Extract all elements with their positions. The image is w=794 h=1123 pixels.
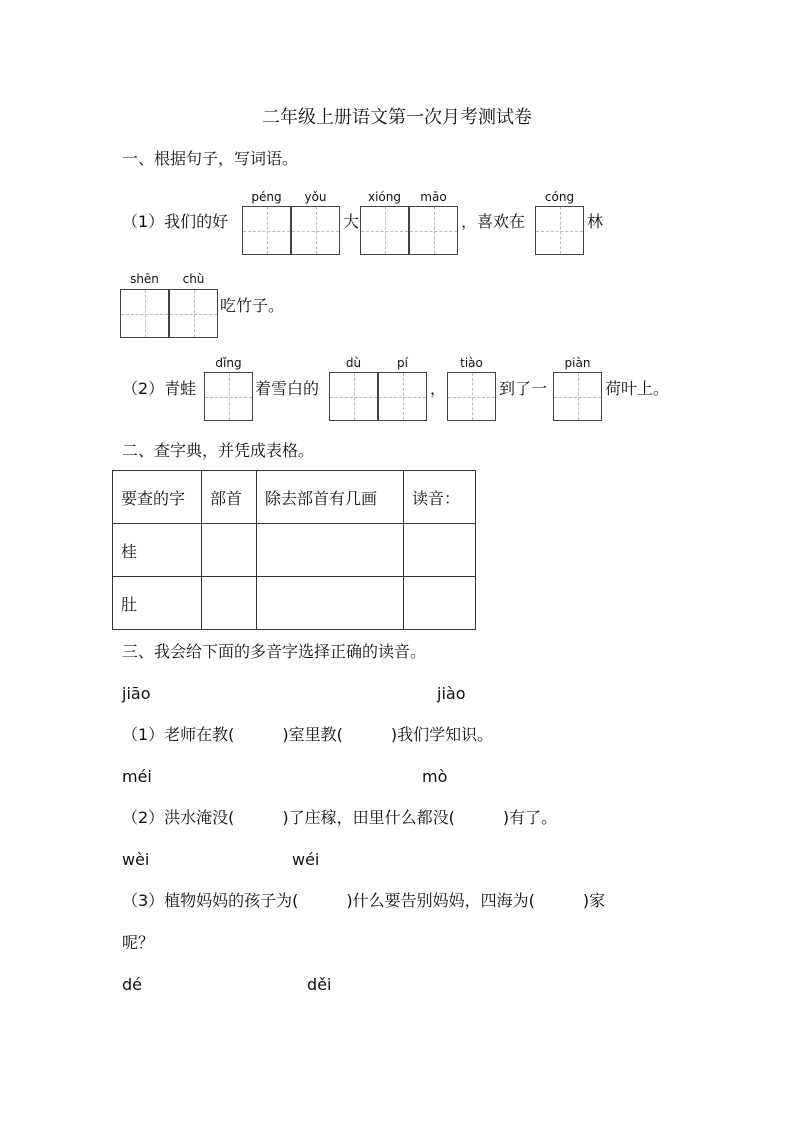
q2-text-b: 着雪白的 <box>255 379 320 398</box>
table-header-row <box>113 471 476 524</box>
q1-text-b: 大 <box>343 212 360 231</box>
table-row <box>113 524 476 577</box>
answer-box[interactable] <box>120 289 169 338</box>
answer-box[interactable] <box>553 372 602 421</box>
lookup-table <box>112 470 476 630</box>
q2-text-c: ， <box>430 379 447 398</box>
pinyin-xiong: xióng <box>368 190 401 204</box>
table-header-cell: 要查的字 <box>113 471 202 524</box>
answer-box[interactable] <box>360 206 409 255</box>
pinyin-peng: péng <box>251 190 282 204</box>
q3-1-pinyin-a: jiāo <box>122 684 151 703</box>
q3-3-pinyin-a: wèi <box>122 850 150 869</box>
q3-2-pinyin-a: méi <box>122 767 152 786</box>
table-header-cell: 除去部首有几画 <box>257 471 404 524</box>
table-cell-input[interactable] <box>257 577 404 630</box>
table-cell-input[interactable] <box>202 524 257 577</box>
answer-box[interactable] <box>329 372 378 421</box>
answer-box[interactable] <box>204 372 253 421</box>
answer-box[interactable] <box>169 289 218 338</box>
q2-text-d: 到了一 <box>499 379 548 398</box>
q1-text-c: ，喜欢在 <box>461 212 526 231</box>
table-header-cell: 读音： <box>404 471 476 524</box>
q1-text-a: （1）我们的好 <box>122 212 229 231</box>
pinyin-pi: pí <box>397 356 408 370</box>
table-row <box>113 577 476 630</box>
q1-text-e: 吃竹子。 <box>220 296 285 315</box>
answer-box[interactable] <box>378 372 427 421</box>
q3-2-pinyin-b: mò <box>422 767 448 786</box>
q3-1-text: （1）老师在教( )室里教( )我们学知识。 <box>122 725 494 744</box>
pinyin-tiao: tiào <box>460 356 483 370</box>
q2-text-a: （2）青蛙 <box>122 379 197 398</box>
table-cell-char: 肚 <box>113 577 202 630</box>
section2-heading: 二、查字典，并凭成表格。 <box>122 441 315 460</box>
q3-4-pinyin-a: dé <box>122 975 142 994</box>
page-title: 二年级上册语文第一次月考测试卷 <box>262 107 532 128</box>
table-cell-input[interactable] <box>404 577 476 630</box>
table-cell-char: 桂 <box>113 524 202 577</box>
q1-text-d: 林 <box>587 212 604 231</box>
q3-1-pinyin-b: jiào <box>437 684 466 703</box>
pinyin-you: yǒu <box>304 190 327 204</box>
pinyin-du: dù <box>345 356 362 370</box>
pinyin-chu: chù <box>182 272 205 286</box>
answer-box[interactable] <box>409 206 458 255</box>
pinyin-cong: cóng <box>544 190 575 204</box>
pinyin-mao: māo <box>420 190 447 204</box>
q3-4-pinyin-b: děi <box>307 975 332 994</box>
pinyin-pian: piàn <box>564 356 591 370</box>
q2-text-e: 荷叶上。 <box>605 379 670 398</box>
answer-box[interactable] <box>291 206 340 255</box>
pinyin-shen: shēn <box>130 272 159 286</box>
section3-heading: 三、我会给下面的多音字选择正确的读音。 <box>122 642 427 661</box>
q3-3-text: （3）植物妈妈的孩子为( )什么要告别妈妈，四海为( )家 <box>122 891 606 910</box>
pinyin-ding: dǐng <box>215 356 242 370</box>
table-cell-input[interactable] <box>404 524 476 577</box>
section1-heading: 一、根据句子，写词语。 <box>122 149 299 168</box>
answer-box[interactable] <box>447 372 496 421</box>
q3-2-text: （2）洪水淹没( )了庄稼，田里什么都没( )有了。 <box>122 808 558 827</box>
table-header-cell: 部首 <box>202 471 257 524</box>
q3-3-pinyin-b: wéi <box>292 850 320 869</box>
table-cell-input[interactable] <box>202 577 257 630</box>
q3-3-text-cont: 呢？ <box>122 933 155 952</box>
answer-box[interactable] <box>535 206 584 255</box>
table-cell-input[interactable] <box>257 524 404 577</box>
answer-box[interactable] <box>242 206 291 255</box>
